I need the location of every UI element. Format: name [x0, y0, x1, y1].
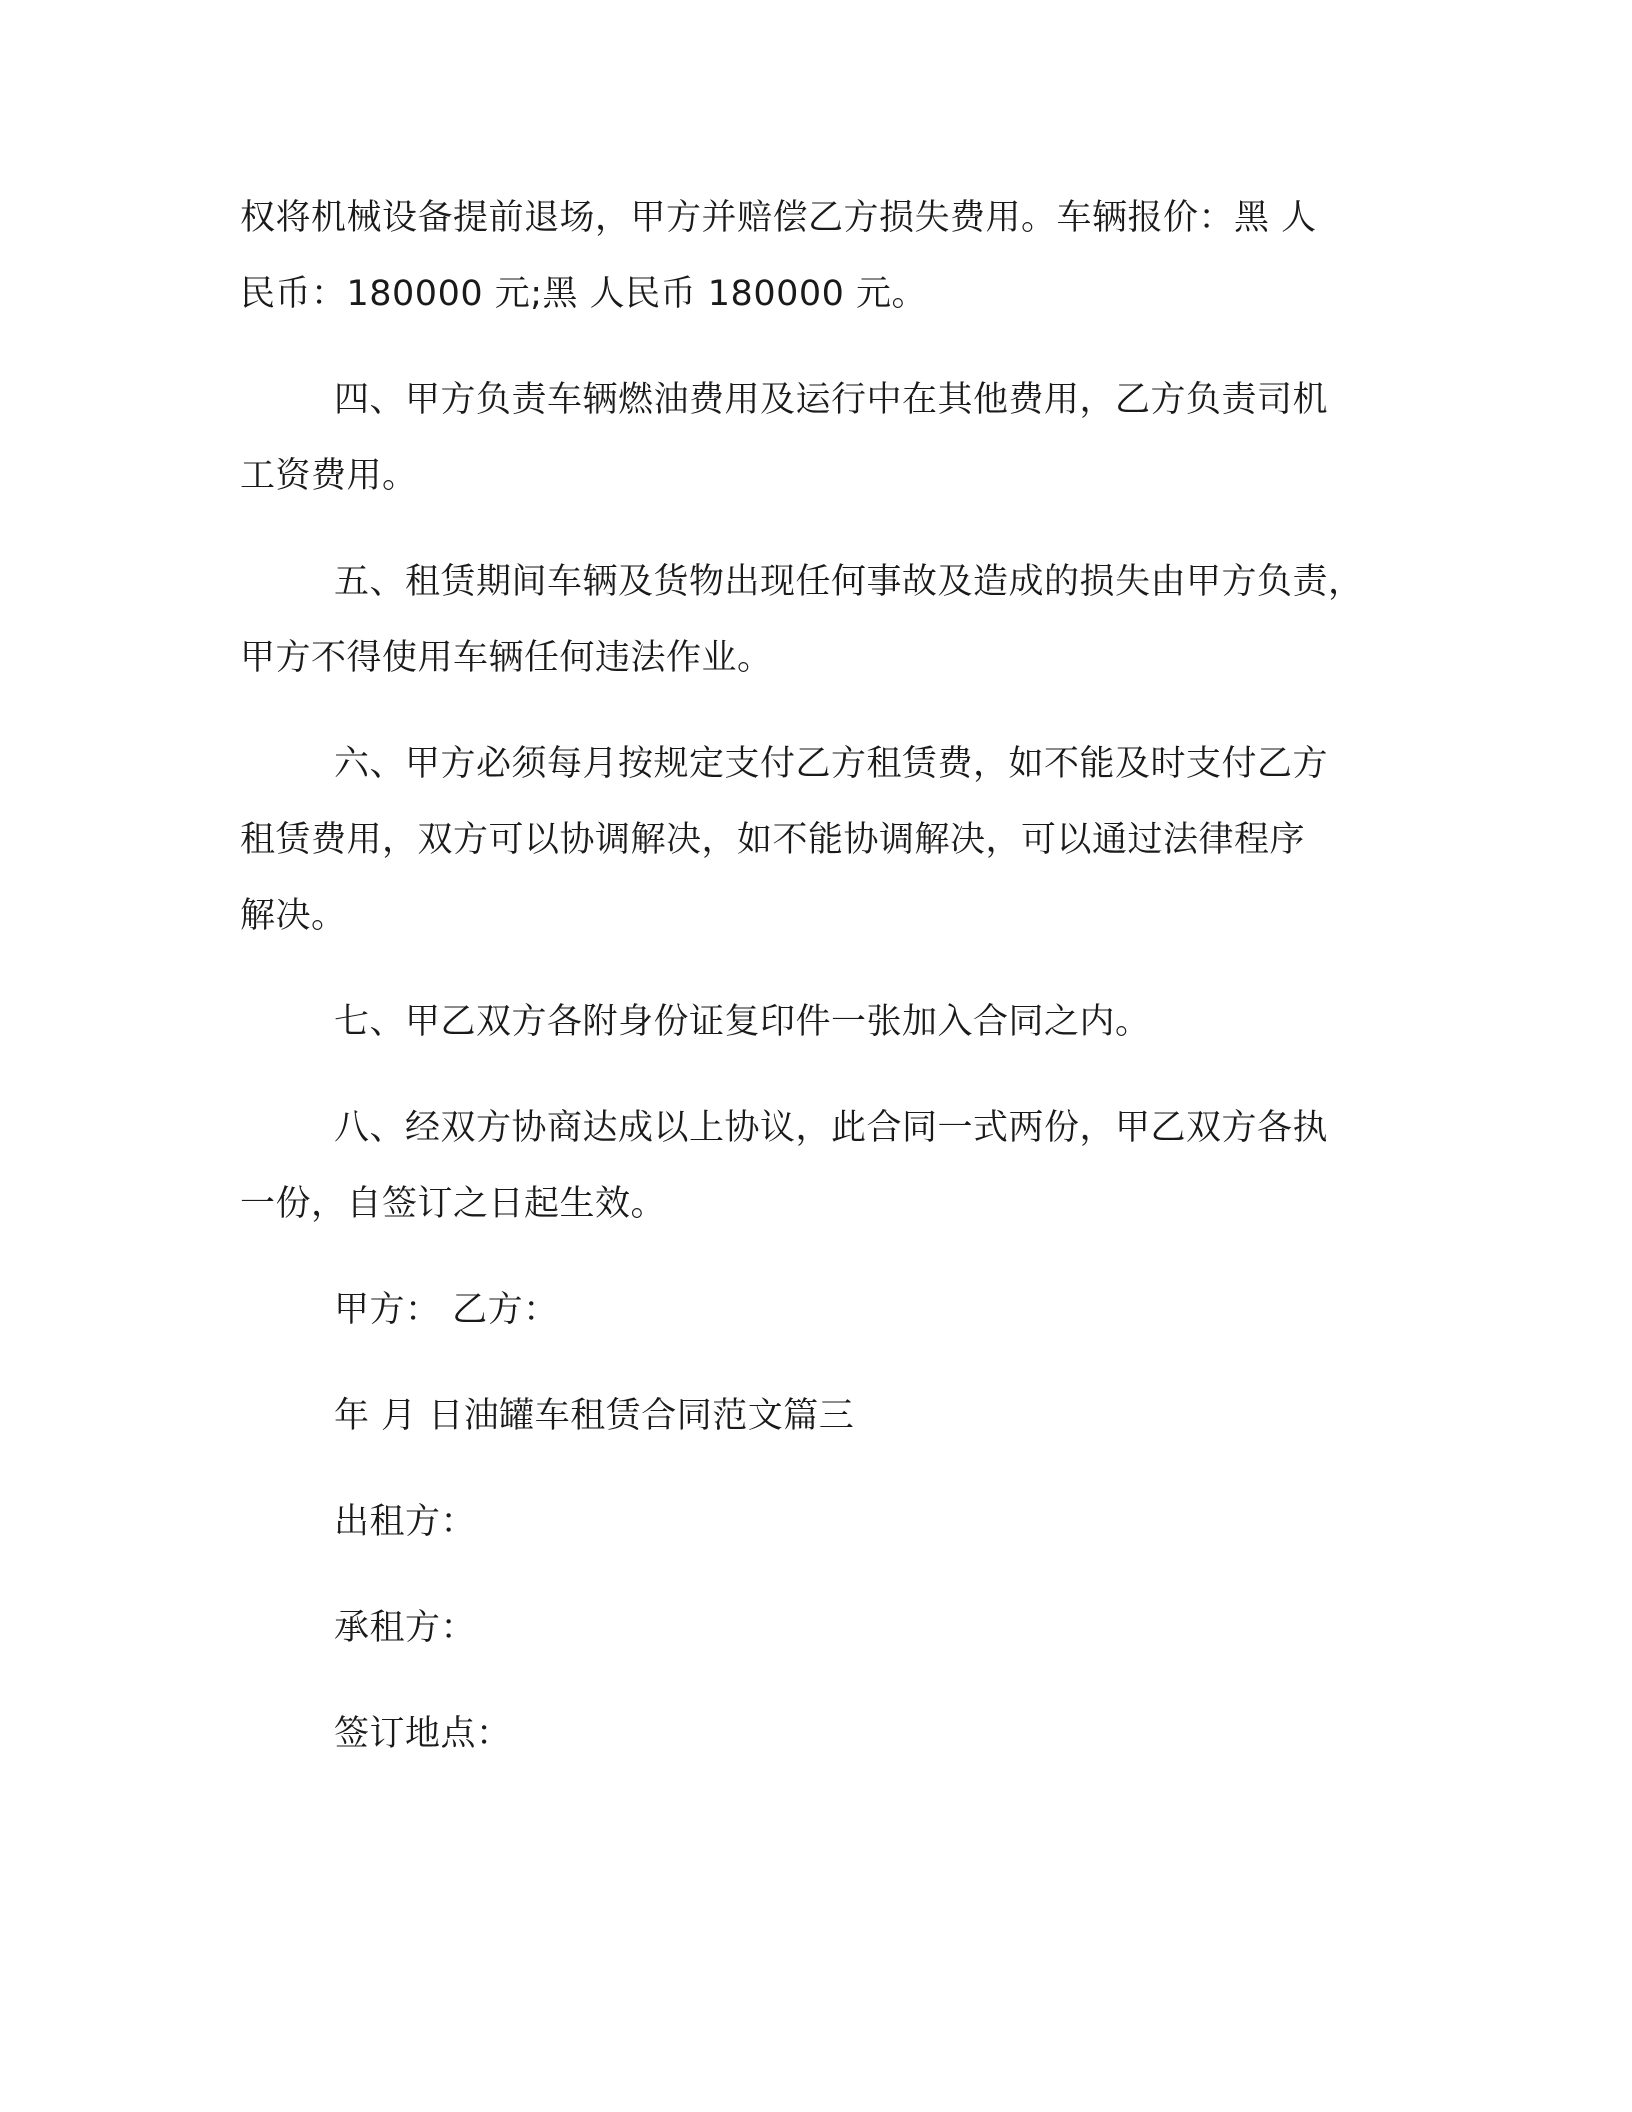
text-line: 权将机械设备提前退场，甲方并赔偿乙方损失费用。车辆报价：黑 人 — [240, 198, 1317, 238]
text-line: 七、甲乙双方各附身份证复印件一张加入合同之内。 — [334, 1002, 1151, 1042]
text-line: 工资费用。 — [240, 456, 418, 496]
signing-place-line: 签订地点： — [334, 1714, 512, 1754]
lessor-line: 出租方： — [334, 1502, 477, 1542]
date-title-line: 年 月 日油罐车租赁合同范文篇三 — [334, 1396, 855, 1436]
text-line: 一份，自签订之日起生效。 — [240, 1184, 667, 1224]
text-line: 租赁费用，双方可以协调解决，如不能协调解决，可以通过法律程序 — [240, 820, 1306, 860]
text-line: 四、甲方负责车辆燃油费用及运行中在其他费用，乙方负责司机 — [334, 380, 1329, 420]
text-line: 解决。 — [240, 896, 347, 936]
lessee-line: 承租方： — [334, 1608, 477, 1648]
signature-line: 甲方： 乙方： — [334, 1290, 559, 1330]
text-line: 六、甲方必须每月按规定支付乙方租赁费，如不能及时支付乙方 — [334, 744, 1329, 784]
text-line: 八、经双方协商达成以上协议，此合同一式两份，甲乙双方各执 — [334, 1108, 1329, 1148]
text-line: 民币：180000 元;黑 人民币 180000 元。 — [240, 274, 928, 314]
text-line: 五、租赁期间车辆及货物出现任何事故及造成的损失由甲方负责， — [334, 562, 1364, 602]
text-line: 甲方不得使用车辆任何违法作业。 — [240, 638, 773, 678]
